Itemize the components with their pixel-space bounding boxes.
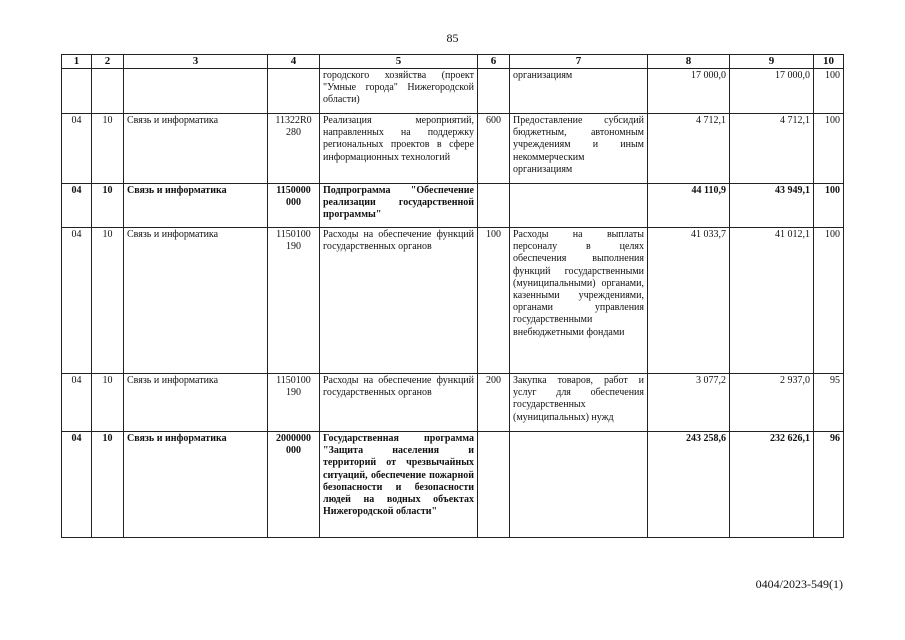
cell-section: 04 — [62, 432, 92, 538]
cell-target-name: Подпрограмма "Обеспечение реализации государственной программы" — [320, 184, 478, 228]
cell-planned: 243 258,6 — [648, 432, 730, 538]
cell-planned: 44 110,9 — [648, 184, 730, 228]
cell-expense-name: Закупка товаров, работ и услуг для обеспечения государственных (муниципальных) нужд — [510, 374, 648, 432]
cell-subsection: 10 — [92, 228, 124, 374]
cell-target-name: Реализация мероприятий, направленных на поддержку региональных проектов в сфере информационных технологий — [320, 114, 478, 184]
cell-target-code: 1150100 190 — [268, 228, 320, 374]
header-cell: 8 — [648, 55, 730, 69]
cell-percent: 100 — [814, 69, 844, 114]
cell-percent: 100 — [814, 114, 844, 184]
cell-executed: 2 937,0 — [730, 374, 814, 432]
header-cell: 1 — [62, 55, 92, 69]
cell-section: 04 — [62, 374, 92, 432]
cell-expense-name: организациям — [510, 69, 648, 114]
cell-planned: 3 077,2 — [648, 374, 730, 432]
cell-section-name — [124, 69, 268, 114]
cell-target-code: 11322R0 280 — [268, 114, 320, 184]
header-cell: 9 — [730, 55, 814, 69]
cell-expense-code: 100 — [478, 228, 510, 374]
header-cell: 7 — [510, 55, 648, 69]
cell-target-name: городского хозяйства (проект "Умные города" Нижегородской области) — [320, 69, 478, 114]
cell-section-name: Связь и информатика — [124, 432, 268, 538]
document-code: 0404/2023-549(1) — [755, 577, 843, 591]
table-row — [62, 114, 844, 184]
cell-subsection — [92, 69, 124, 114]
cell-section-name: Связь и информатика — [124, 184, 268, 228]
table-row — [62, 432, 844, 538]
cell-percent: 100 — [814, 228, 844, 374]
cell-section: 04 — [62, 228, 92, 374]
cell-target-name: Государственная программа "Защита населения и территорий от чрезвычайных ситуаций, обеспечение пожарной безопасности и безопасности людей на водных объектах Нижегородской области" — [320, 432, 478, 538]
cell-section: 04 — [62, 184, 92, 228]
cell-expense-name: Расходы на выплаты персоналу в целях обеспечения выполнения функций государственными (муниципальными) органами, казенными учреждениями, органами управления государственными внебюджетными фондами — [510, 228, 648, 374]
cell-section-name: Связь и информатика — [124, 228, 268, 374]
cell-target-code: 1150000 000 — [268, 184, 320, 228]
cell-expense-code — [478, 69, 510, 114]
table-row — [62, 184, 844, 228]
budget-table — [61, 54, 844, 538]
cell-target-name: Расходы на обеспечение функций государственных органов — [320, 228, 478, 374]
cell-expense-code: 200 — [478, 374, 510, 432]
table-row — [62, 374, 844, 432]
cell-subsection: 10 — [92, 114, 124, 184]
cell-expense-name — [510, 184, 648, 228]
cell-subsection: 10 — [92, 374, 124, 432]
header-cell: 10 — [814, 55, 844, 69]
cell-expense-code — [478, 432, 510, 538]
cell-executed: 4 712,1 — [730, 114, 814, 184]
table-row — [62, 69, 844, 114]
page-number: 85 — [446, 31, 459, 45]
header-cell: 6 — [478, 55, 510, 69]
cell-subsection: 10 — [92, 184, 124, 228]
cell-percent: 100 — [814, 184, 844, 228]
cell-section — [62, 69, 92, 114]
cell-planned: 17 000,0 — [648, 69, 730, 114]
table-header-row — [62, 55, 844, 69]
header-cell: 3 — [124, 55, 268, 69]
cell-executed: 17 000,0 — [730, 69, 814, 114]
cell-executed: 43 949,1 — [730, 184, 814, 228]
cell-section-name: Связь и информатика — [124, 374, 268, 432]
cell-expense-code: 600 — [478, 114, 510, 184]
table-row — [62, 228, 844, 374]
header-cell: 5 — [320, 55, 478, 69]
cell-executed: 41 012,1 — [730, 228, 814, 374]
cell-section: 04 — [62, 114, 92, 184]
header-cell: 4 — [268, 55, 320, 69]
cell-target-code: 1150100 190 — [268, 374, 320, 432]
cell-expense-name: Предоставление субсидий бюджетным, автономным учреждениям и иным некоммерческим организациям — [510, 114, 648, 184]
cell-expense-code — [478, 184, 510, 228]
cell-expense-name — [510, 432, 648, 538]
cell-planned: 4 712,1 — [648, 114, 730, 184]
cell-percent: 96 — [814, 432, 844, 538]
cell-target-name: Расходы на обеспечение функций государственных органов — [320, 374, 478, 432]
cell-subsection: 10 — [92, 432, 124, 538]
cell-executed: 232 626,1 — [730, 432, 814, 538]
cell-section-name: Связь и информатика — [124, 114, 268, 184]
header-cell: 2 — [92, 55, 124, 69]
cell-target-code — [268, 69, 320, 114]
cell-percent: 95 — [814, 374, 844, 432]
cell-target-code: 2000000 000 — [268, 432, 320, 538]
cell-planned: 41 033,7 — [648, 228, 730, 374]
